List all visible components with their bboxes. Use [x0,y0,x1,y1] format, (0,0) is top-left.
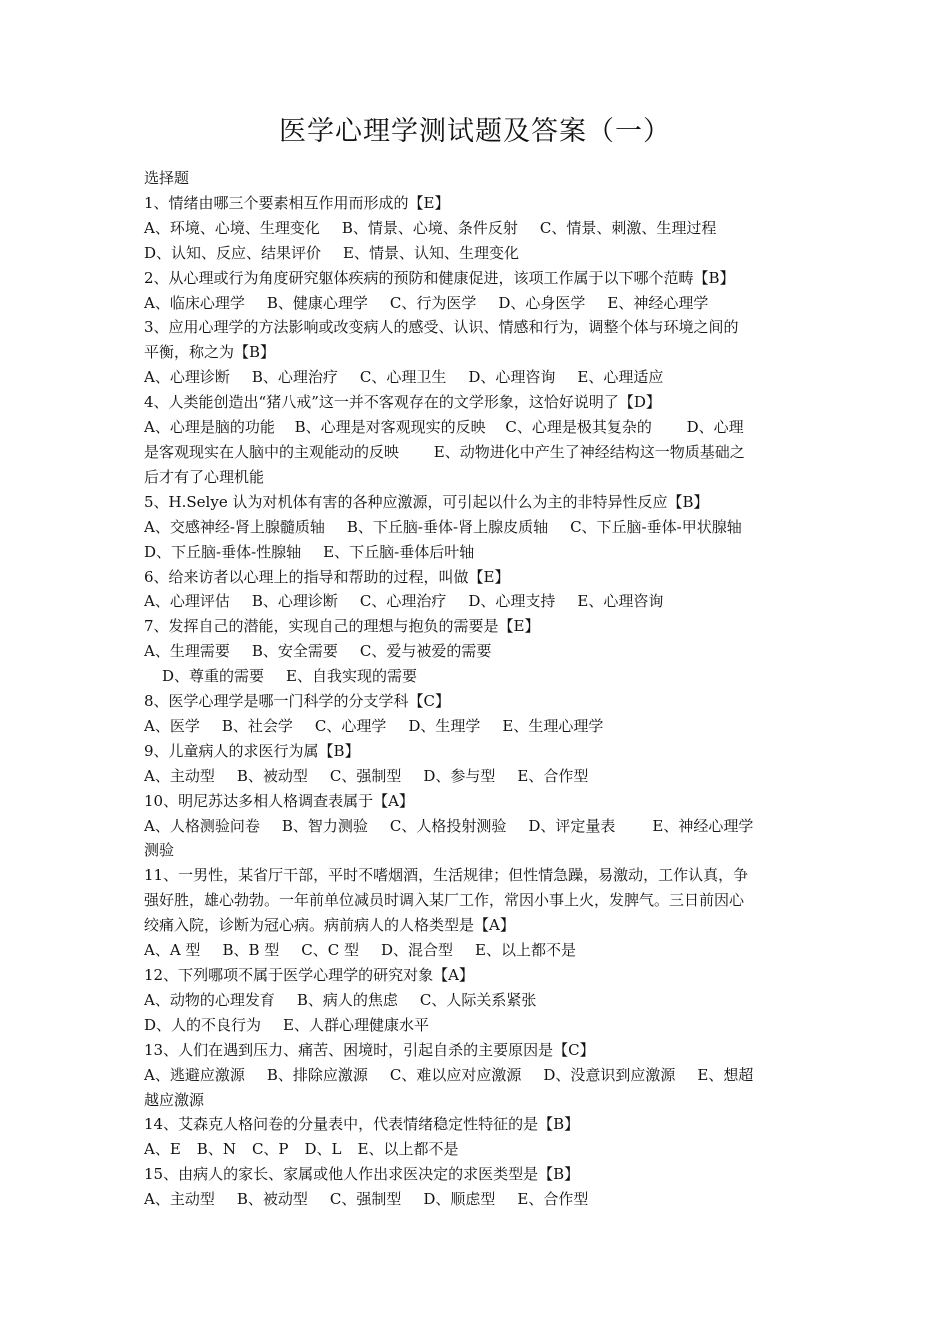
answer-option: C、心理治疗 [359,592,447,611]
answer-option: E、以上都不是 [357,1140,459,1159]
answer-option: B、智力测验 [281,816,368,835]
answer-option: D、参与型 [423,766,496,785]
answer-option: A、心理评估 [144,592,230,611]
options-line [144,515,806,540]
answer-option: D、评定量表 [528,816,616,835]
answer-option: C、强制型 [329,1190,402,1209]
section-heading: 选择题 [144,169,190,187]
answer-option: E、下丘脑-垂体后叶轴 [323,542,475,561]
answer-option: A、E [144,1140,181,1159]
answer-option: C、难以应对应激源 [389,1065,522,1084]
options-line [144,291,806,316]
answer-option: B、心理治疗 [251,368,338,387]
answer-option: C、P [251,1140,289,1159]
options-line [144,216,806,241]
answer-option: D、顺虑型 [423,1190,496,1209]
answer-option: B、健康心理学 [266,293,368,312]
question-line: 3、应用心理学的方法影响或改变病人的感受、认识、情感和行为，调整个体与环境之间的 [144,318,739,337]
question-list [144,191,806,1212]
answer-option: C、行为医学 [389,293,477,312]
options-line [144,639,806,664]
question-line: 12、下列哪项不属于医学心理学的研究对象【A】 [144,966,474,984]
answer-option: A、逃避应激源 [144,1065,245,1084]
answer-option: D、生理学 [408,716,481,735]
question-line: 是客观现实在人脑中的主观能动的反映 E、动物进化中产生了神经结构这一物质基础之 [144,442,745,461]
answer-option: D、认知、反应、结果评价 [144,243,322,262]
answer-option: E、合作型 [517,1190,589,1209]
question-line: 1、情绪由哪三个要素相互作用而形成的【E】 [144,193,450,212]
answer-option: C、人格投射测验 [389,816,507,835]
answer-option: C、人际关系紧张 [419,990,537,1009]
answer-option: B、排除应激源 [266,1065,368,1084]
answer-option: A、A 型 [144,941,201,960]
question-line: 8、医学心理学是哪一门科学的分支学科【C】 [144,692,451,711]
question-line: 越应激源 [144,1090,205,1109]
answer-option: D、下丘脑-垂体-性腺轴 [144,542,302,561]
answer-option: A、医学 [144,716,200,735]
question-line: 11、一男性，某省厅干部，平时不嗜烟酒，生活规律；但性情急躁，易激动，工作认真，争 [144,866,749,885]
question-line: 7、发挥自己的潜能，实现自己的理想与抱负的需要是【E】 [144,617,540,636]
answer-option: E、神经心理学 [637,816,754,835]
answer-option: D、人的不良行为 [144,1015,262,1034]
answer-option: E、合作型 [517,766,589,785]
answer-option: D、心理支持 [468,592,556,611]
options-line [144,664,806,689]
answer-option: C、心理卫生 [359,368,447,387]
question-line: 平衡，称之为【B】 [144,343,276,362]
answer-option: E、神经心理学 [607,293,709,312]
answer-option: B、B 型 [222,941,280,960]
answer-option: D、心身医学 [498,293,586,312]
answer-option: A、临床心理学 [144,293,245,312]
answer-option: B、被动型 [236,1190,308,1209]
options-line [144,589,806,614]
answer-option: E、心理适应 [577,368,664,387]
question-line: 13、人们在遇到压力、痛苦、困境时，引起自杀的主要原因是【C】 [144,1040,595,1059]
answer-option: D、心理咨询 [468,368,556,387]
question-line: 测验 [144,841,175,860]
question-line: 4、人类能创造出“猪八戒”这一并不客观存在的文学形象，这恰好说明了【D】 [144,393,661,412]
answer-option: B、病人的焦虑 [296,990,398,1009]
question-line: A、心理是脑的功能 B、心理是对客观现实的反映 C、心理是极其复杂的 D、心理 [144,418,744,437]
answer-option: C、下丘脑-垂体-甲状腺轴 [570,517,742,536]
options-line [144,938,806,963]
answer-option: E、心理咨询 [577,592,664,611]
answer-option: E、情景、认知、生理变化 [343,243,519,262]
answer-option: A、主动型 [144,1190,215,1209]
options-line [144,540,806,565]
answer-option: A、动物的心理发育 [144,990,275,1009]
question-line: 2、从心理或行为角度研究躯体疾病的预防和健康促进，该项工作属于以下哪个范畴【B】 [144,268,735,287]
answer-option: B、社会学 [221,716,293,735]
question-line: 后才有了心理机能 [144,467,265,486]
question-line: 15、由病人的家长、家属或他人作出求医决定的求医类型是【B】 [144,1165,580,1184]
answer-option: E、想超 [697,1065,754,1084]
answer-option: D、没意识到应激源 [543,1065,676,1084]
answer-option: E、自我实现的需要 [286,667,417,686]
answer-option: D、混合型 [381,941,454,960]
answer-option: A、主动型 [144,766,215,785]
answer-option: B、被动型 [236,766,308,785]
question-line: 9、儿童病人的求医行为属【B】 [144,741,360,760]
options-line [144,1013,806,1038]
document-title: 医学心理学测试题及答案（一） [279,116,671,147]
answer-option: D、L [304,1140,342,1159]
question-line: 强好胜，雄心勃勃。一年前单位减员时调入某厂工作，常因小事上火，发脾气。三日前因心 [144,891,745,910]
answer-option: A、生理需要 [144,642,230,661]
answer-option: A、人格测验问卷 [144,816,260,835]
answer-option: C、情景、刺激、生理过程 [539,218,717,237]
options-line [144,764,806,789]
question-line: 14、艾森克人格问卷的分量表中，代表情绪稳定性特征的是【B】 [144,1115,580,1134]
answer-option: B、N [196,1140,236,1159]
answer-option: D、尊重的需要 [162,667,265,686]
answer-option: B、安全需要 [251,642,338,661]
answer-option: C、爱与被爱的需要 [359,642,492,661]
options-line [144,365,806,390]
answer-option: E、生理心理学 [502,716,604,735]
options-line [144,988,806,1013]
question-line: 5、H.Selye 认为对机体有害的各种应激源，可引起以什么为主的非特异性反应【B】 [144,492,709,511]
options-line [144,1063,806,1088]
answer-option: E、人群心理健康水平 [283,1015,429,1034]
answer-option: A、心理诊断 [144,368,230,387]
answer-option: C、强制型 [329,766,402,785]
question-line: 绞痛入院，诊断为冠心病。病前病人的人格类型是【A】 [144,916,515,935]
options-line [144,1137,806,1162]
answer-option: C、心理学 [314,716,387,735]
answer-option: B、情景、心境、条件反射 [341,218,518,237]
answer-option: E、以上都不是 [475,941,576,960]
answer-option: B、心理诊断 [251,592,338,611]
options-line [144,814,806,839]
answer-option: C、C 型 [301,941,359,960]
options-line [144,1187,806,1212]
question-line: 6、给来访者以心理上的指导和帮助的过程，叫做【E】 [144,567,510,586]
options-line [144,714,806,739]
answer-option: B、下丘脑-垂体-肾上腺皮质轴 [346,517,549,536]
answer-option: A、环境、心境、生理变化 [144,218,320,237]
question-line: 10、明尼苏达多相人格调查表属于【A】 [144,791,414,810]
options-line [144,241,806,266]
answer-option: A、交感神经-肾上腺髓质轴 [144,517,325,536]
